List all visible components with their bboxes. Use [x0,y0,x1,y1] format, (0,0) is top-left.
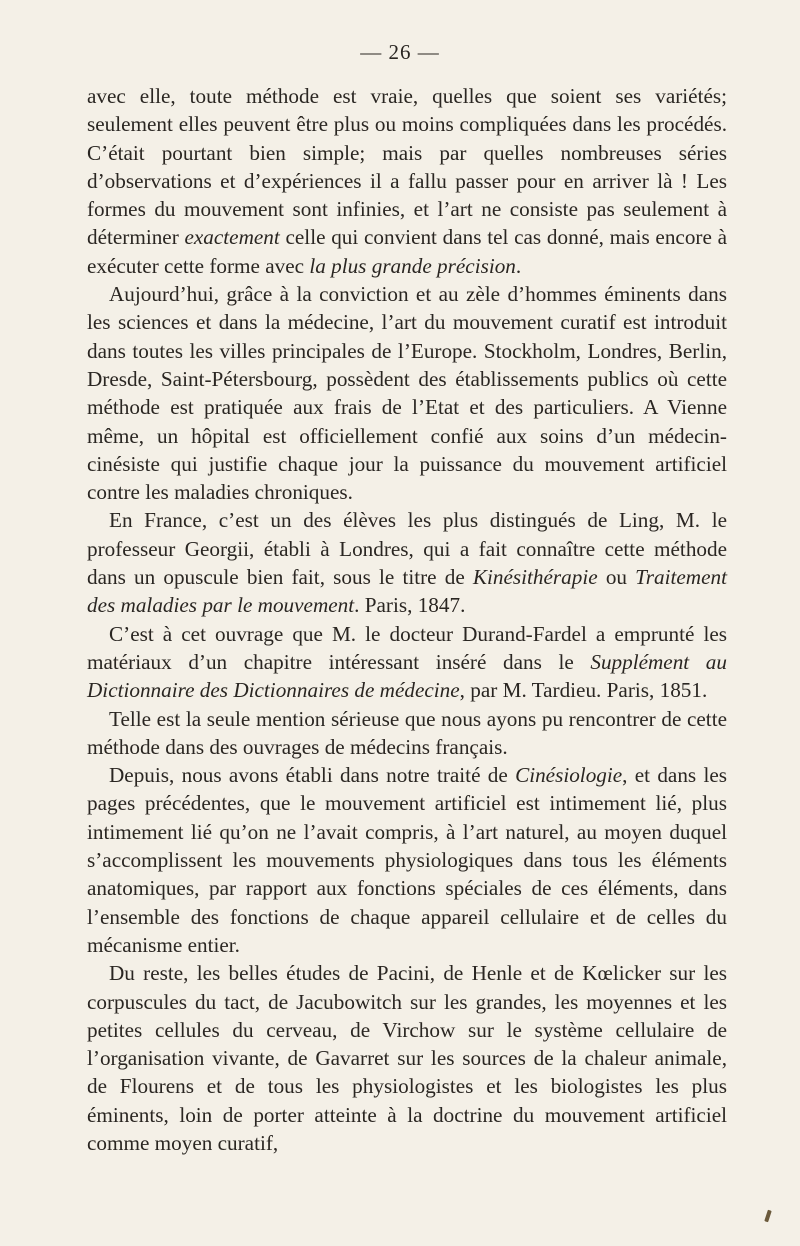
text-run: celle qui convient dans tel cas donné, mais encore à exécuter cette forme avec [87,225,727,278]
text-run: Telle est la seule mention sérieuse que nous ayons pu rencontrer de cette méthode dans des ouvrages de médecins français. [87,706,727,759]
italic-run: Cinésiologie [515,763,623,788]
text-run: avec elle, toute méthode est vraie, quelles que soient ses variétés; seulement elles peuvent être plus ou moins compliquées dans les procédés. C’était pourtant bien simple; mais par quelles nombreuses séries d’observations et d’expériences il a fallu passer pour en arriver là ! Les formes du mouvement sont infinies, et l’art ne consiste pas seulement à déterminer [87,84,727,250]
paragraph-7 [87,959,727,1157]
italic-run: exactement [184,225,280,250]
paragraph-1 [87,82,727,280]
text-run: Du reste, les belles études de Pacini, de Henle et de Kœlicker sur les corpuscules du tact, de Jacubowitch sur les grandes, les moyennes et les petites cellules du cerveau, de Virchow sur le système cellulaire de l’organisation vivante, de Gavarret sur les sources de la chaleur animale, de Flourens et de tous les physiologistes et les biologistes les plus éminents, loin de porter atteinte à la doctrine du mouvement artificiel comme moyen curatif, [87,961,727,1155]
text-run: En France, c’est un des élèves les plus distingués de Ling, M. le professeur Georgii, établi à Londres, qui a fait connaître cette méthode dans un opuscule bien fait, sous le titre de [87,508,727,590]
body-text [87,82,727,1157]
text-run: Aujourd’hui, grâce à la conviction et au zèle d’hommes éminents dans les sciences et dans la médecine, l’art du mouvement curatif est introduit dans toutes les villes principales de l’Europe. Stockholm, Londres, Berlin, Dresde, Saint-Pétersbourg, possèdent des établissements publics où cette méthode est pratiquée aux frais de l’Etat et des particuliers. A Vienne même, un hôpital est officiellement confié aux soins d’un médecin-cinésiste qui justifie chaque jour la puissance du mouvement artificiel contre les maladies chroniques. [87,282,727,505]
paragraph-5 [87,705,727,762]
text-run: Depuis, nous avons établi dans notre traité de [109,763,516,788]
paragraph-6 [87,761,727,959]
paragraph-2 [87,280,727,506]
paragraph-3 [87,506,727,619]
italic-run: Kinésithérapie [472,565,598,590]
text-run: . [515,253,522,278]
page-number: — 26 — [360,40,440,64]
text-run: , et dans les pages précédentes, que le mouvement artificiel est intimement lié, plus intimement lié qu’on ne l’avait compris, à l’art naturel, au moyen duquel s’accomplissent les mouvements physiologiques dans tous les éléments anatomiques, par rapport aux fonctions spéciales de ces éléments, dans l’ensemble des fonctions de chaque appareil cellulaire et de celles du mécanisme entier. [87,763,728,957]
text-run: . Paris, 1847. [354,593,466,618]
italic-run: Traitement des maladies par le mouvement [87,565,727,618]
paragraph-4 [87,620,727,705]
text-run: , par M. Tardieu. Paris, 1851. [459,678,708,703]
ink-mark [764,1210,772,1223]
text-run: C’est à cet ouvrage que M. le docteur Durand-Fardel a emprunté les matériaux d’un chapitre intéressant inséré dans le [87,621,727,674]
italic-run: la plus grande précision [309,253,516,278]
text-run: ou [597,565,636,590]
italic-run: Supplément au Dictionnaire des Dictionnaires de médecine [87,649,727,703]
